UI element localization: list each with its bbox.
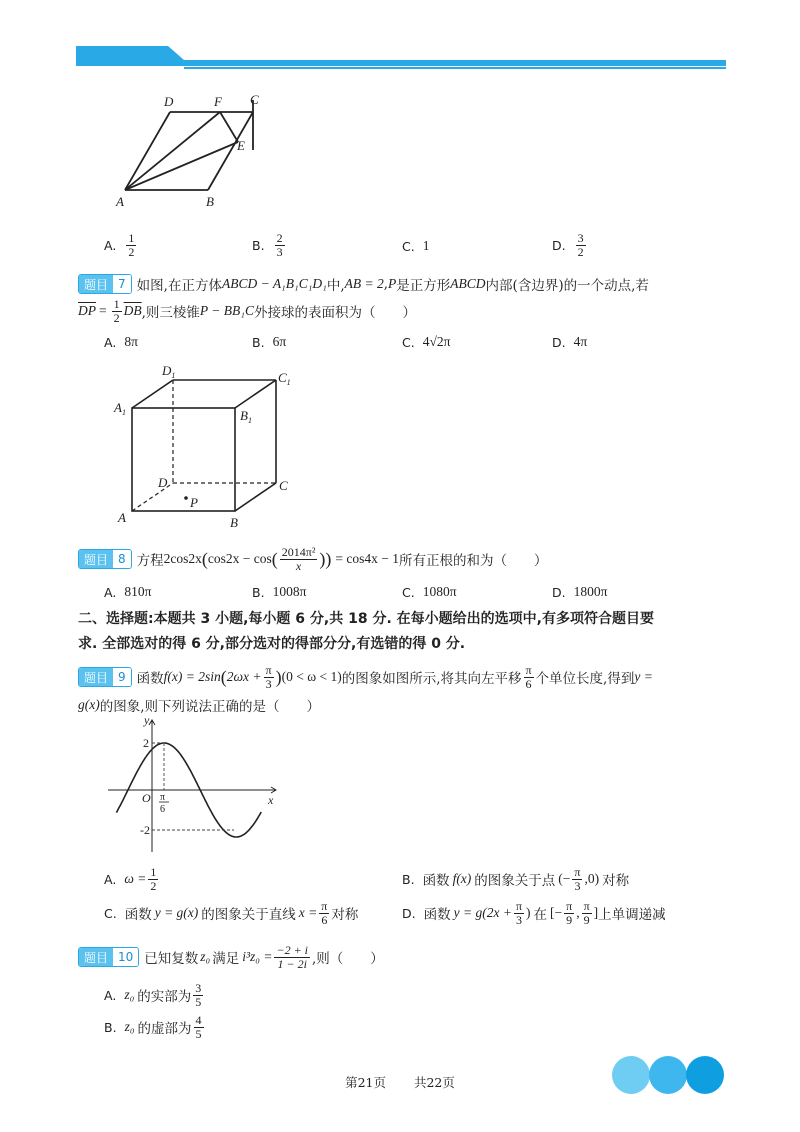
q6-option-b: B. $\frac{2}{3}$	[252, 231, 283, 259]
q6-label-d: D	[164, 94, 174, 109]
q9-option-b: B. 函数 f(x) 的图象关于点 (− $\frac{\pi}{3}$ ,0) 对称	[402, 865, 630, 893]
q6-option-a: A. $\frac{1}{2}$	[104, 231, 135, 259]
total-pages: 共22页	[413, 1075, 455, 1090]
q8-option-c: C. 1080π	[402, 584, 457, 600]
q7-label-b1: $B_1$	[240, 408, 252, 425]
q7-label-d: D	[158, 475, 168, 490]
q9-ymax-label: 2	[143, 736, 149, 750]
current-page: 第21页	[345, 1075, 386, 1090]
q9-stem-line1: 题目 9 函数 f(x) = 2sin ( 2ωx + $\frac{\pi}{3}$ ) (0 < ω < 1) 的图象如图所示,将其向左平移 $\frac{\pi}{6}$ 个单位长度,得到 y =	[78, 664, 653, 690]
header-decoration	[0, 0, 800, 80]
q7-label-a1: $A_1$	[114, 400, 126, 417]
q6-label-b: B	[206, 194, 214, 209]
q9-tick-num: π	[160, 792, 166, 803]
q10-option-a: A. z₀ 的实部为 $\frac{3}{5}$	[104, 981, 202, 1009]
q9-ymin-label: -2	[140, 823, 150, 837]
q8-option-a: A. 810π	[104, 584, 152, 600]
q6-label-c: C	[250, 92, 259, 107]
q9-option-a: A. ω = $\frac{1}{2}$	[104, 865, 157, 893]
footer-dot-2	[649, 1056, 687, 1094]
q8-option-b: B. 1008π	[252, 584, 307, 600]
q7-label-a: A	[118, 510, 126, 525]
q7-stem-line1: 题目 7 如图,在正方体 ABCD − A₁B₁C₁D₁ 中, AB = 2 , P 是正方形 ABCD 内部(含边界)的一个动点,若	[78, 274, 649, 294]
footer-dot-3	[686, 1056, 724, 1094]
q6-figure	[110, 90, 280, 210]
q9-option-c: C. 函数 y = g(x) 的图象关于直线 x = $\frac{\pi}{6}$ 对称	[104, 899, 359, 927]
q7-label-p: P	[190, 495, 198, 510]
q7-stem-line2: $\overline{DP}$ = $\frac{1}{2}$ $\overline{DB}$ ,则三棱锥 P − BB₁C 外接球的表面积为（ ）	[78, 297, 416, 325]
q7-option-d: D. 4π	[552, 334, 588, 350]
q7-option-c: C. 4√2π	[402, 334, 451, 350]
q8-stem: 题目 8 方程 2cos2x ( cos2x − cos ( $\frac{\text{2014π²}}{x}$ )) = cos4x − 1 所有正根的和为（ ）	[78, 546, 548, 572]
q7-point-p	[184, 496, 188, 500]
q9-x-label: x	[268, 793, 274, 807]
q9-option-d: D. 函数 y = g (2x + $\frac{\pi}{3}$ ) 在 [− $\frac{\pi}{9}$ , $\frac{\pi}{9}$ ] 上单调递减	[402, 899, 666, 927]
q6-label-a: A	[116, 194, 124, 209]
q10-option-b: B. z₀ 的虚部为 $\frac{4}{5}$	[104, 1013, 202, 1041]
q8-option-d: D. 1800π	[552, 584, 608, 600]
q7-label-c: C	[279, 478, 288, 493]
q9-tick-den: 6	[160, 804, 165, 815]
q10-tag: 题目 10	[78, 947, 139, 967]
q9-stem-line2: g(x) 的图象,则下列说法正确的是（ ）	[78, 697, 321, 715]
q7-option-b: B. 6π	[252, 334, 287, 350]
q10-stem: 题目 10 已知复数 z₀ 满足 i³z₀ = $\frac{-2 + i}{1 - 2i}$ ,则（ ）	[78, 944, 384, 970]
q6-option-c: C. 1	[402, 238, 430, 254]
q6-option-d: D. $\frac{3}{2}$	[552, 231, 584, 259]
footer-dot-1	[612, 1056, 650, 1094]
q7-label-b: B	[230, 515, 238, 530]
q6-label-f: F	[214, 94, 222, 109]
q7-tag: 题目 7	[78, 274, 132, 294]
section2-heading-line1: 二、选择题:本题共 3 小题,每小题 6 分,共 18 分. 在每小题给出的选项中,有多项符合题目要	[78, 611, 654, 627]
q7-cube-figure	[110, 362, 310, 532]
q9-y-label: y	[144, 713, 150, 727]
q6-label-e: E	[237, 138, 245, 153]
q7-label-d1: $D_1$	[162, 363, 176, 380]
q8-tag: 题目 8	[78, 549, 132, 569]
q9-tag: 题目 9	[78, 667, 132, 687]
q9-sine-graph	[100, 712, 290, 862]
q7-option-a: A. 8π	[104, 334, 138, 350]
q9-origin-label: O	[142, 791, 151, 805]
section2-heading-line2: 求. 全部选对的得 6 分,部分选对的得部分分,有选错的得 0 分.	[78, 636, 466, 652]
q7-label-c1: $C_1$	[278, 370, 291, 387]
